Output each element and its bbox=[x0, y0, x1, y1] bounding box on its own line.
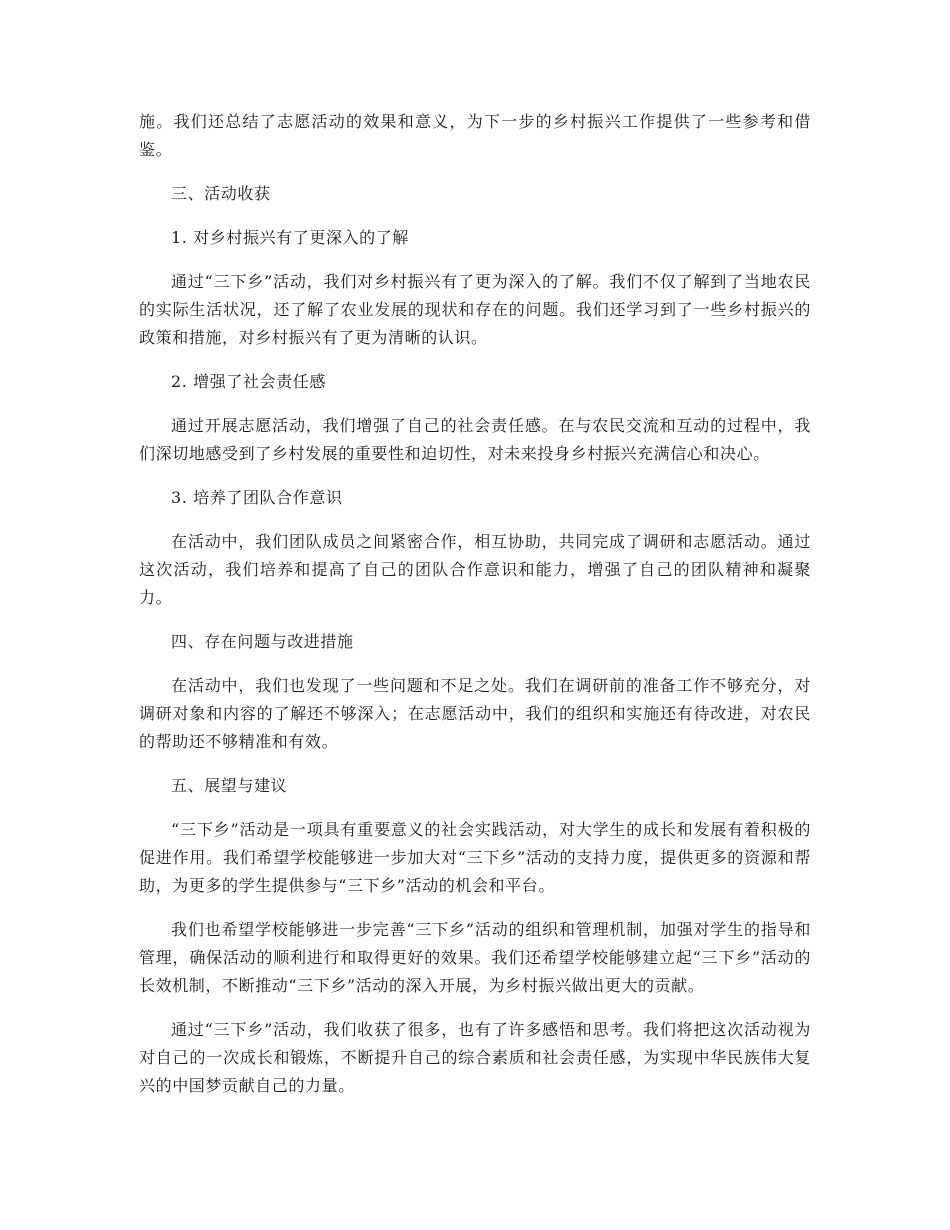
subheading-understanding: 1. 对乡村振兴有了更深入的了解 bbox=[171, 228, 409, 247]
section-heading-outlook: 五、展望与建议 bbox=[171, 776, 288, 795]
paragraph: “三下乡”活动是一项具有重要意义的社会实践活动，对大学生的成长和发展有着积极的促进作用。我们希望学校能够进一步加大对“三下乡”活动的支持力度，提供更多的资源和帮助，为更多的学生提供参与“三下乡”活动的机会和平台。 bbox=[139, 820, 811, 895]
paragraph: 通过“三下乡”活动，我们对乡村振兴有了更为深入的了解。我们不仅了解到了当地农民的实际生活状况，还了解了农业发展的现状和存在的问题。我们还学习到了一些乡村振兴的政策和措施，对乡村振兴有了更为清晰的认识。 bbox=[139, 272, 811, 347]
paragraph-continuation: 施。我们还总结了志愿活动的效果和意义，为下一步的乡村振兴工作提供了一些参考和借鉴。 bbox=[139, 112, 811, 159]
paragraph: 通过开展志愿活动，我们增强了自己的社会责任感。在与农民交流和互动的过程中，我们深切地感受到了乡村发展的重要性和迫切性，对未来投身乡村振兴充满信心和决心。 bbox=[139, 416, 811, 463]
subheading-teamwork: 3. 培养了团队合作意识 bbox=[171, 488, 343, 507]
paragraph: 通过“三下乡”活动，我们收获了很多，也有了许多感悟和思考。我们将把这次活动视为对自己的一次成长和锻炼，不断提升自己的综合素质和社会责任感，为实现中华民族伟大复兴的中国梦贡献自己的力量。 bbox=[139, 1020, 811, 1095]
section-heading-problems: 四、存在问题与改进措施 bbox=[171, 632, 354, 651]
paragraph: 在活动中，我们也发现了一些问题和不足之处。我们在调研前的准备工作不够充分，对调研对象和内容的了解还不够深入；在志愿活动中，我们的组织和实施还有待改进，对农民的帮助还不够精准和有效。 bbox=[139, 676, 811, 751]
paragraph: 在活动中，我们团队成员之间紧密合作，相互协助，共同完成了调研和志愿活动。通过这次活动，我们培养和提高了自己的团队合作意识和能力，增强了自己的团队精神和凝聚力。 bbox=[139, 532, 811, 607]
section-heading-activity-gains: 三、活动收获 bbox=[171, 184, 271, 203]
paragraph: 我们也希望学校能够进一步完善“三下乡”活动的组织和管理机制，加强对学生的指导和管理，确保活动的顺利进行和取得更好的效果。我们还希望学校能够建立起“三下乡”活动的长效机制，不断推动“三下乡”活动的深入开展，为乡村振兴做出更大的贡献。 bbox=[139, 920, 811, 995]
document-body bbox=[139, 108, 811, 1116]
subheading-social-responsibility: 2. 增强了社会责任感 bbox=[171, 372, 326, 391]
